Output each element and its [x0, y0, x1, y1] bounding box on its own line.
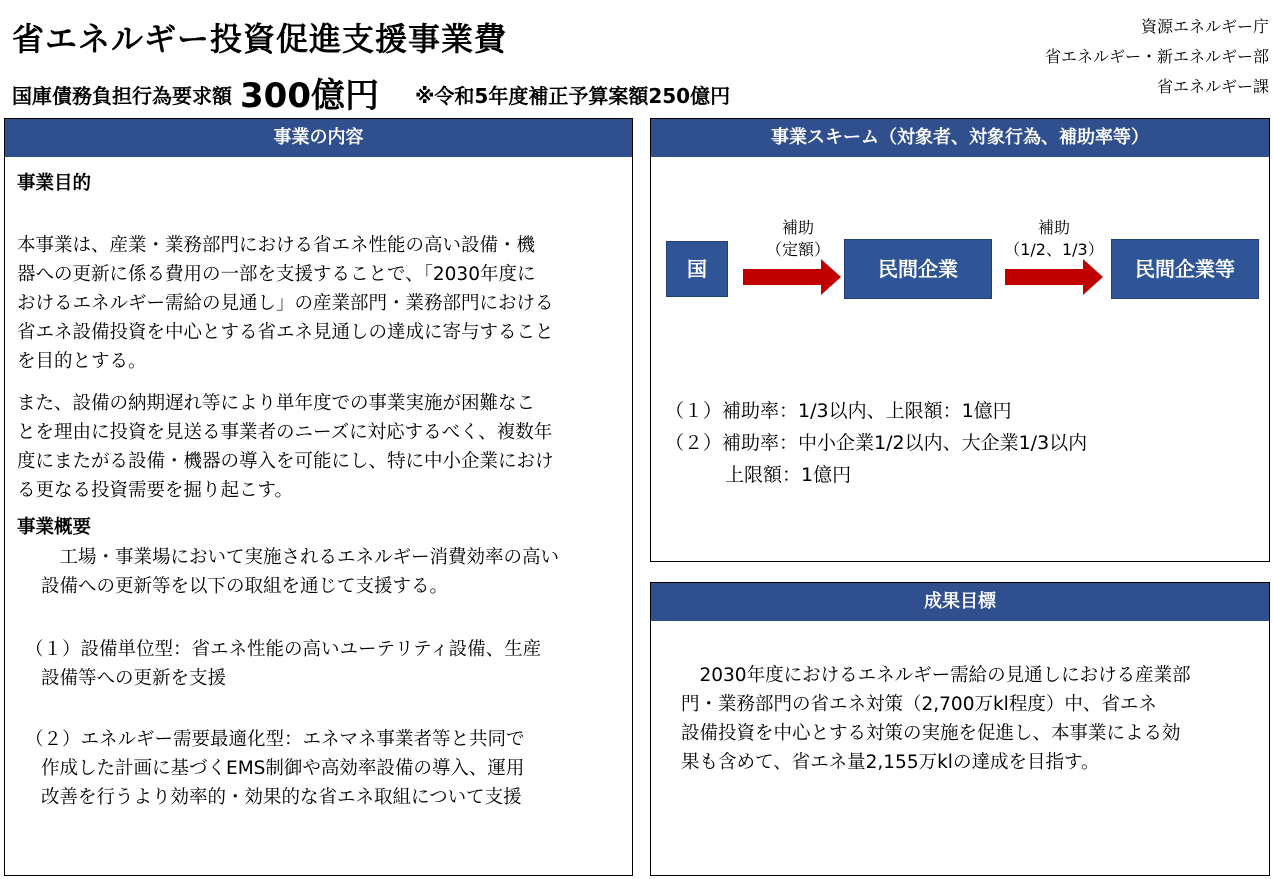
text-line: 門・業務部門の省エネ対策（2,700万kl程度）中、省エネ: [681, 694, 1157, 715]
purpose-paragraph-1: [17, 231, 627, 376]
text-line: を目的とする。: [17, 351, 147, 372]
text-line: （１）設備単位型：省エネ性能の高いユーテリティ設備、生産: [25, 639, 542, 660]
label-line: 補助: [781, 218, 814, 237]
overview-item-1: [25, 635, 630, 693]
text-line: 改善を行うより効率的・効果的な省エネ取組について支援: [41, 787, 522, 808]
text-line: 工場・事業場において実施されるエネルギー消費効率の高い: [41, 547, 560, 568]
text-line: 2030年度におけるエネルギー需給の見通しにおける産業部: [681, 665, 1191, 686]
text-line: とを理由に投資を見送る事業者のニーズに対応するべく、複数年: [17, 422, 553, 443]
text-line: また、設備の納期遅れ等により単年度での事業実施が困難なこ: [17, 393, 536, 414]
subsidy-rate-2: （２）補助率：中小企業1/2以内、大企業1/3以内: [665, 432, 1088, 454]
label-line: 補助: [1037, 218, 1070, 237]
scheme-heading: 事業スキーム（対象者、対象行為、補助率等）: [651, 119, 1269, 157]
overview-item-2: [25, 725, 630, 812]
label-line: （1/2、1/3）: [1004, 240, 1104, 259]
purpose-title: 事業目的: [17, 173, 92, 194]
goal-panel: [650, 582, 1270, 876]
purpose-paragraph-2: [17, 389, 627, 505]
box-private-company: 民間企業: [844, 239, 992, 299]
box-country: 国: [666, 241, 728, 297]
agency-line: 資源エネルギー庁: [1140, 17, 1269, 36]
agency-line: 省エネルギー課: [1156, 77, 1269, 96]
content-panel: [4, 118, 633, 876]
box-private-company-etc: 民間企業等: [1111, 239, 1259, 299]
text-line: 本事業は、産業・業務部門における省エネ性能の高い設備・機: [17, 235, 536, 256]
arrow2-label: [1001, 217, 1107, 261]
text-line: 設備への更新等を以下の取組を通じて支援する。: [41, 576, 449, 597]
budget-request: [12, 68, 730, 117]
text-line: おけるエネルギー需給の見通し」の産業部門・業務部門における: [17, 293, 554, 314]
text-line: 度にまたがる設備・機器の導入を可能にし、特に中小企業におけ: [17, 451, 554, 472]
supplementary-budget: ※令和5年度補正予算案額250億円: [414, 84, 731, 108]
overview-title: 事業概要: [17, 517, 92, 538]
text-line: 設備等への更新を支援: [41, 668, 227, 689]
request-amount: 300億円: [240, 76, 379, 116]
goal-paragraph: [681, 661, 1261, 777]
label-line: （定額）: [765, 240, 830, 259]
scheme-panel: [650, 118, 1270, 562]
request-label: 国庫債務負担行為要求額: [12, 84, 232, 108]
arrow-right-icon: [743, 259, 843, 295]
agency-block: [1045, 12, 1269, 102]
text-line: 作成した計画に基づくEMS制御や高効率設備の導入、運用: [41, 758, 525, 779]
goal-heading: 成果目標: [651, 583, 1269, 621]
text-line: る更なる投資需要を掘り起こす。: [17, 480, 294, 501]
text-line: 器への更新に係る費用の一部を支援することで、「2030年度に: [17, 264, 536, 285]
subsidy-limit-2: 上限額：1億円: [725, 464, 852, 486]
page-title: 省エネルギー投資促進支援事業費: [12, 20, 508, 58]
arrow-right-icon: [1005, 259, 1105, 295]
text-line: 果も含めて、省エネ量2,155万klの達成を目指す。: [681, 752, 1100, 773]
arrow1-label: [743, 217, 853, 261]
text-line: （２）エネルギー需要最適化型：エネマネ事業者等と共同で: [25, 729, 525, 750]
text-line: 設備投資を中心とする対策の実施を促進し、本事業による効: [681, 723, 1181, 744]
overview-paragraph: [41, 543, 631, 601]
agency-line: 省エネルギー・新エネルギー部: [1044, 47, 1269, 66]
content-heading: 事業の内容: [5, 119, 632, 157]
text-line: 省エネ設備投資を中心とする省エネ見通しの達成に寄与すること: [17, 322, 554, 343]
subsidy-rate-1: （１）補助率：1/3以内、上限額：1億円: [665, 400, 1012, 422]
